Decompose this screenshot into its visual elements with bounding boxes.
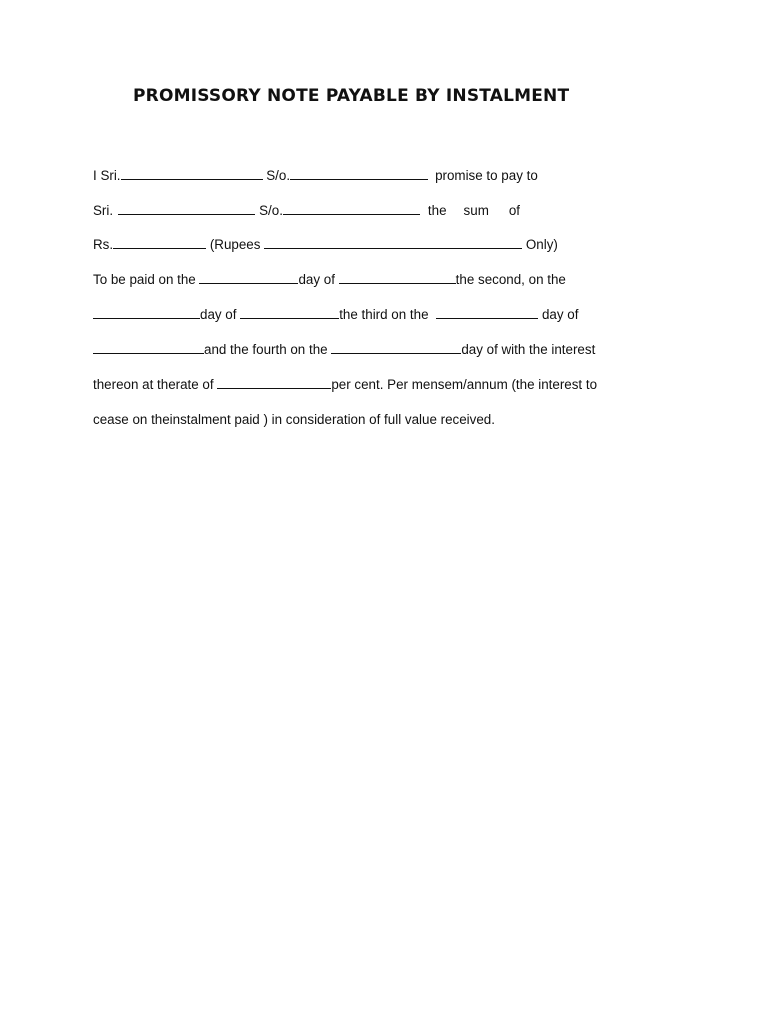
text-the: the (427, 203, 447, 218)
text-rupees: (Rupees (206, 237, 265, 252)
text-second: the second, on the (455, 272, 566, 287)
text-day-of-1: day of (298, 272, 339, 287)
text-third: the third on the (339, 307, 433, 322)
text-so-1: S/o. (262, 168, 291, 183)
line-8 (93, 411, 495, 429)
text-rate-of: thereon at therate of (93, 377, 218, 392)
text-promise: promise to pay to (435, 168, 538, 183)
blank-father-name-2[interactable] (283, 202, 420, 215)
blank-month-3[interactable] (93, 341, 204, 354)
text-consideration: cease on theinstalment paid ) in consideration of full value received. (93, 412, 495, 427)
line-6 (93, 341, 595, 359)
text-to-be-paid: To be paid on the (93, 272, 200, 287)
text-day-of-2: day of (200, 307, 241, 322)
blank-day-1[interactable] (199, 271, 298, 284)
text-sum: sum (463, 203, 489, 218)
text-only: Only) (522, 237, 558, 252)
blank-month-2[interactable] (240, 306, 339, 319)
line-4 (93, 271, 566, 289)
blank-amount[interactable] (113, 236, 206, 249)
line-7 (93, 376, 597, 394)
document-title: PROMISSORY NOTE PAYABLE BY INSTALMENT (133, 86, 570, 106)
blank-payee-name[interactable] (118, 202, 255, 215)
blank-name-1[interactable] (121, 167, 263, 180)
line-5 (93, 306, 578, 324)
text-rs: Rs. (93, 237, 114, 252)
text-per-cent: per cent. Per mensem/annum (the interest to (331, 377, 598, 392)
blank-day-2[interactable] (93, 306, 200, 319)
text-fourth: and the fourth on the (204, 342, 332, 357)
blank-day-4[interactable] (331, 341, 461, 354)
text-sri: Sri. (93, 203, 114, 218)
line-1 (93, 167, 538, 185)
text-interest: day of with the interest (461, 342, 596, 357)
line-2 (93, 202, 520, 220)
text-so-2: S/o. (259, 203, 283, 218)
line-3 (93, 236, 558, 254)
blank-interest-rate[interactable] (217, 376, 331, 389)
blank-month-1[interactable] (339, 271, 456, 284)
text-of: of (508, 203, 521, 218)
blank-father-name-1[interactable] (290, 167, 428, 180)
blank-amount-words[interactable] (264, 236, 522, 249)
text-i-sri: I Sri. (93, 168, 121, 183)
blank-day-3[interactable] (436, 306, 538, 319)
text-day-of-3: day of (538, 307, 579, 322)
